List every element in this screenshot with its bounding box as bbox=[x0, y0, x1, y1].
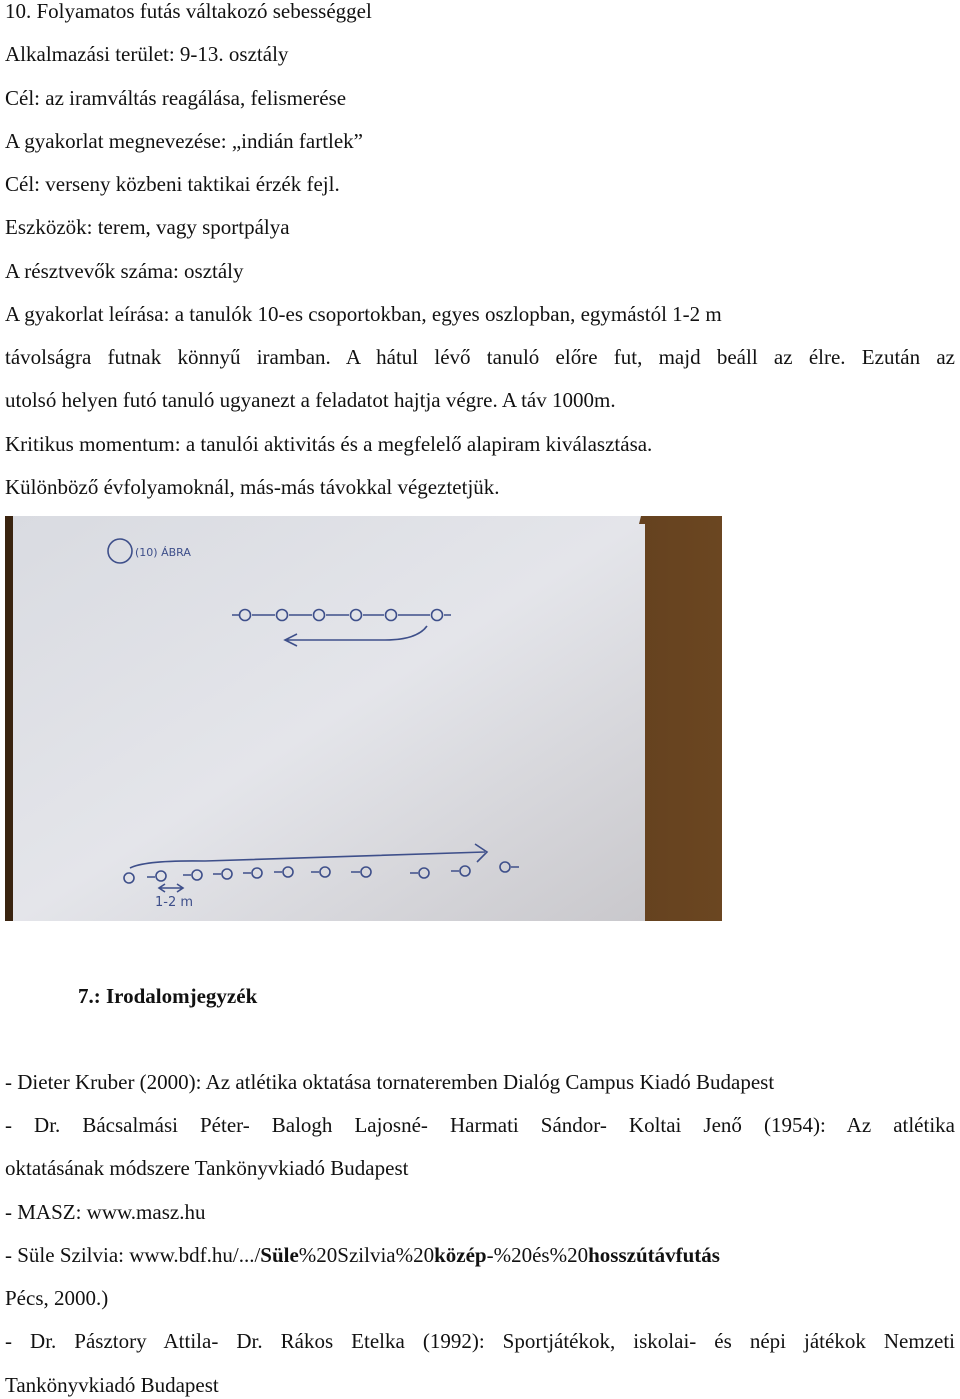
reference-4-line-1 bbox=[5, 1242, 720, 1268]
reference-4-mid-1: %20Szilvia%20 bbox=[298, 1243, 435, 1267]
equipment: Eszközök: terem, vagy sportpálya bbox=[5, 215, 290, 239]
exercise-title: 10. Folyamatos futás váltakozó sebességgel bbox=[5, 0, 372, 23]
diagram-photo bbox=[5, 516, 722, 921]
references-heading: 7.: Irodalomjegyzék bbox=[78, 984, 258, 1008]
reference-1: - Dieter Kruber (2000): Az atlétika oktatása tornateremben Dialóg Campus Kiadó Budapest bbox=[5, 1070, 775, 1094]
exercise-name: A gyakorlat megnevezése: „indián fartlek” bbox=[5, 129, 364, 153]
critical-moment: Kritikus momentum: a tanulói aktivitás és a megfelelő alapiram kiválasztása. bbox=[5, 432, 653, 456]
reference-3: - MASZ: www.masz.hu bbox=[5, 1200, 206, 1224]
figure-label: (10) ÁBRA bbox=[135, 546, 191, 559]
paper-sheet bbox=[13, 516, 645, 921]
application-area: Alkalmazási terület: 9-13. osztály bbox=[5, 42, 289, 66]
reference-5-line-1: - Dr. Pásztory Attila- Dr. Rákos Etelka (1992): Sportjátékok, iskolai- és népi játékok Nemzeti bbox=[5, 1329, 955, 1353]
reference-4-line-2: Pécs, 2000.) bbox=[5, 1286, 109, 1310]
distance-label: 1-2 m bbox=[155, 895, 194, 910]
reference-4-prefix: - Süle Szilvia: www.bdf.hu/.../ bbox=[5, 1243, 261, 1267]
reference-4-bold-2: közép bbox=[434, 1243, 487, 1267]
description-line-3: utolsó helyen futó tanuló ugyanezt a feladatot hajtja végre. A táv 1000m. bbox=[5, 388, 616, 412]
reference-2-line-2: oktatásának módszere Tankönyvkiadó Budapest bbox=[5, 1156, 409, 1180]
goal-1: Cél: az iramváltás reagálása, felismerése bbox=[5, 86, 347, 110]
goal-2: Cél: verseny közbeni taktikai érzék fejl. bbox=[5, 172, 340, 196]
reference-2-line-1: - Dr. Bácsalmási Péter- Balogh Lajosné- Harmati Sándor- Koltai Jenő (1954): Az atlétika bbox=[5, 1113, 955, 1137]
participants: A résztvevők száma: osztály bbox=[5, 259, 244, 283]
reference-5-line-2: Tankönyvkiadó Budapest bbox=[5, 1373, 219, 1397]
reference-4-mid-2: -%20és%20 bbox=[486, 1243, 589, 1267]
description-line-2: távolságra futnak könnyű iramban. A hátul lévő tanuló előre fut, majd beáll az élre. Ezután az bbox=[5, 345, 955, 369]
description-line-1: A gyakorlat leírása: a tanulók 10-es csoportokban, egyes oszlopban, egymástól 1-2 m bbox=[5, 302, 722, 326]
reference-4-bold-1: Süle bbox=[260, 1243, 299, 1267]
variation-note: Különböző évfolyamoknál, más-más távokkal végeztetjük. bbox=[5, 475, 500, 499]
reference-4-bold-3: hosszútávfutás bbox=[588, 1243, 720, 1267]
